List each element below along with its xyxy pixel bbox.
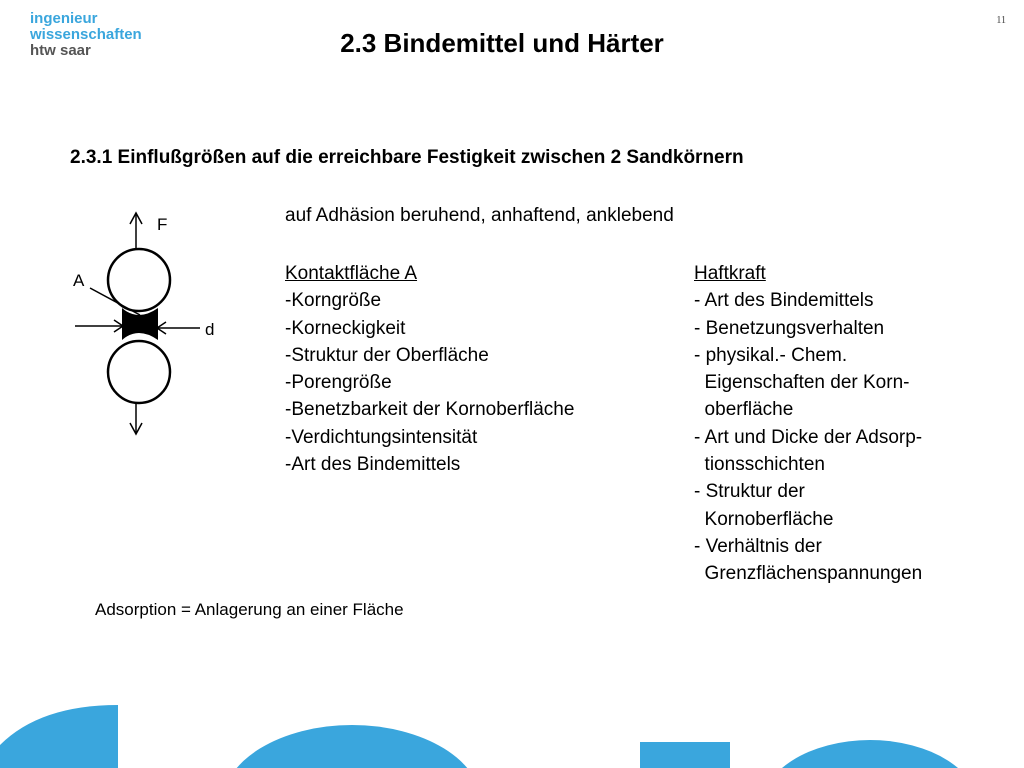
list-item: Grenzflächenspannungen xyxy=(694,563,923,585)
list-item: -Art des Bindemittels xyxy=(285,454,461,476)
list-item: -Verdichtungsintensität xyxy=(285,426,478,448)
binder-bridge xyxy=(122,308,158,340)
footnote: Adsorption = Anlagerung an einer Fläche xyxy=(95,600,404,619)
list-item: -Korngröße xyxy=(285,290,382,312)
list-item: -Porengröße xyxy=(285,372,392,394)
label-diameter: d xyxy=(205,320,215,339)
list-item: -Struktur der Oberfläche xyxy=(285,344,489,366)
list-item: - physikal.- Chem. xyxy=(694,344,848,366)
list-item: - Benetzungsverhalten xyxy=(694,317,885,339)
right-column xyxy=(694,260,922,588)
page-number: 11 xyxy=(996,15,1006,26)
list-item: - Art des Bindemittels xyxy=(694,290,874,312)
left-column-heading: Kontaktfläche A xyxy=(285,263,418,284)
right-column-heading: Haftkraft xyxy=(694,263,766,284)
list-item: -Benetzbarkeit der Kornoberfläche xyxy=(285,399,575,421)
list-item: tionsschichten xyxy=(694,454,825,476)
list-item: - Art und Dicke der Adsorp- xyxy=(694,426,923,448)
list-item: - Verhältnis der xyxy=(694,535,822,557)
list-item: Kornoberfläche xyxy=(694,508,834,530)
list-item: -Korneckigkeit xyxy=(285,317,406,339)
lower-grain xyxy=(108,341,170,403)
intro-text: auf Adhäsion beruhend, anhaftend, anklebend xyxy=(285,205,674,226)
sand-grain-diagram xyxy=(60,200,230,440)
logo-line-3: htw saar xyxy=(30,42,91,59)
label-area: A xyxy=(73,271,85,290)
list-item: oberfläche xyxy=(694,399,794,421)
subheading: 2.3.1 Einflußgrößen auf die erreichbare Festigkeit zwischen 2 Sandkörnern xyxy=(70,147,744,168)
label-force: F xyxy=(157,215,168,234)
slide-title: 2.3 Bindemittel und Härter xyxy=(340,28,664,58)
list-item: Eigenschaften der Korn- xyxy=(694,372,910,394)
upper-grain xyxy=(108,249,170,311)
list-item: - Struktur der xyxy=(694,481,805,503)
logo-line-1: ingenieur xyxy=(30,10,98,27)
left-column xyxy=(285,260,574,478)
logo-line-2: wissenschaften xyxy=(30,26,142,43)
